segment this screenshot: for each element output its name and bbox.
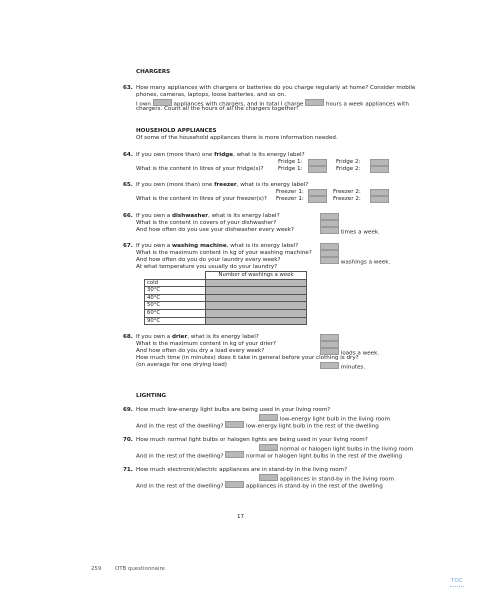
- drying-time-field[interactable]: [320, 362, 339, 369]
- unit-label: times a week.: [340, 229, 380, 236]
- question-text: How much low-energy light bulbs are being used in your living room?: [136, 407, 331, 413]
- freezer-2-label-field[interactable]: [370, 189, 389, 196]
- charge-hours-field[interactable]: [305, 99, 324, 106]
- washing-machine-capacity-field[interactable]: [320, 250, 339, 257]
- question-number: 70.: [123, 437, 133, 443]
- appliance-count-field[interactable]: [153, 99, 172, 106]
- question-text: , what is its energy label?: [233, 152, 305, 158]
- fridge-1-label: Fridge 1:: [278, 166, 303, 172]
- question-text: How much time (in minutes) does it take in general before your clothing is dry?: [136, 355, 359, 361]
- dishwasher-frequency-field[interactable]: [320, 227, 339, 234]
- washings-30-field[interactable]: [206, 287, 307, 295]
- unit-label: loads a week.: [340, 350, 380, 357]
- question-text: , what is its energy label?: [187, 334, 259, 340]
- question-text: appliances with chargers, and in total I charge: [173, 101, 304, 108]
- question-number: 68.: [123, 334, 133, 340]
- question-text: If you own (more than) one: [136, 182, 215, 188]
- question-text: What is the maximum content in kg of your washing machine?: [136, 250, 312, 256]
- question-text: And how often do you use your dishwasher every week?: [136, 227, 294, 233]
- question-keyword: dishwasher: [171, 213, 209, 219]
- temperature-label: 30°C: [145, 287, 206, 295]
- question-number: 65.: [123, 182, 133, 188]
- question-keyword: fridge: [214, 152, 234, 158]
- freezer-1-label: Freezer 1:: [276, 196, 304, 202]
- question-text: hours a week appliances with: [326, 101, 409, 108]
- question-text: chargers. Count all the hours of all the chargers together!: [136, 106, 299, 112]
- table-row: [145, 287, 307, 295]
- freezer-1-content-field[interactable]: [308, 196, 327, 203]
- question-text: If you own a: [136, 243, 172, 249]
- question-number: 64.: [123, 152, 133, 158]
- section-heading-household: HOUSEHOLD APPLIANCES: [136, 128, 217, 134]
- question-69-line3: [136, 421, 379, 430]
- washings-40-field[interactable]: [206, 294, 307, 302]
- table-row: [145, 302, 307, 310]
- washings-cold-field[interactable]: [206, 279, 307, 287]
- question-70-line3: [136, 451, 402, 460]
- standby-rest-field[interactable]: [225, 481, 244, 488]
- question-text: How much electronic/electric appliances are in stand-by in the living room?: [136, 467, 348, 473]
- footer-page-number: 259: [91, 566, 102, 572]
- fridge-1-label: Fridge 1:: [278, 159, 303, 165]
- question-text: And in the rest of the dwelling?: [136, 453, 224, 460]
- question-text: What is the content in covers of your dishwasher?: [136, 220, 277, 226]
- dishwasher-covers-field[interactable]: [320, 220, 339, 227]
- drier-frequency-field[interactable]: [320, 348, 339, 355]
- question-number: 66.: [123, 213, 133, 219]
- question-text: At what temperature you usually do your laundry?: [136, 264, 278, 270]
- freezer-2-label: Freezer 2:: [333, 189, 361, 195]
- fridge-1-content-field[interactable]: [308, 166, 327, 173]
- answer-label: low-energy light bulb in the living room: [279, 416, 390, 423]
- low-energy-rest-field[interactable]: [225, 421, 244, 428]
- answer-label: normal or halogen light bulbs in the living room: [279, 446, 414, 453]
- washing-temperature-table: [144, 271, 307, 325]
- answer-label: low-energy light bulb in the rest of the dwelling: [246, 423, 379, 430]
- question-text: phones, cameras, laptops, loose batteries, and so on.: [136, 92, 287, 98]
- dishwasher-label-field[interactable]: [320, 213, 339, 220]
- fridge-1-label-field[interactable]: [308, 159, 327, 166]
- question-text: , what is its energy label?: [236, 182, 309, 188]
- unit-label: minutes.: [340, 364, 366, 371]
- section-intro: Of some of the household appliances there is more information needed.: [136, 135, 338, 141]
- table-row: [145, 317, 307, 325]
- low-energy-living-room-field[interactable]: [259, 414, 278, 421]
- washings-90-field[interactable]: [206, 317, 307, 325]
- table-row: [145, 294, 307, 302]
- halogen-living-room-field[interactable]: [259, 444, 278, 451]
- question-text: What is the maximum content in kg of your drier?: [136, 341, 276, 347]
- fridge-2-label: Fridge 2:: [336, 159, 361, 165]
- temperature-label: 50°C: [145, 302, 206, 310]
- freezer-2-content-field[interactable]: [370, 196, 389, 203]
- question-number: 67.: [123, 243, 133, 249]
- fridge-2-content-field[interactable]: [370, 166, 389, 173]
- fridge-2-label: Fridge 2:: [336, 166, 361, 172]
- fridge-2-label-field[interactable]: [370, 159, 389, 166]
- table-row: [145, 309, 307, 317]
- question-number: 63.: [123, 85, 133, 91]
- drier-capacity-field[interactable]: [320, 341, 339, 348]
- question-text: What is the content in litres of your freezer(s)?: [136, 196, 267, 202]
- standby-living-room-field[interactable]: [259, 474, 278, 481]
- question-text: , what is its energy label?: [226, 243, 299, 249]
- question-71-line3: [136, 481, 383, 490]
- freezer-1-label: Freezer 1:: [276, 189, 304, 195]
- question-text: How many appliances with chargers or batteries do you charge regularly at home? Consider mobile: [136, 85, 416, 91]
- washings-50-field[interactable]: [206, 302, 307, 310]
- laundry-frequency-field[interactable]: [320, 257, 339, 264]
- question-text: And how often do you dry a load every week?: [136, 348, 265, 354]
- washings-60-field[interactable]: [206, 309, 307, 317]
- page-number: 17: [237, 514, 245, 520]
- toc-underline: [450, 586, 464, 587]
- freezer-2-label: Freezer 2:: [333, 196, 361, 202]
- answer-label: normal or halogen light bulbs in the rest of the dwelling: [246, 453, 403, 460]
- temperature-label: 40°C: [145, 294, 206, 302]
- question-64: [123, 152, 305, 159]
- drier-label-field[interactable]: [320, 334, 339, 341]
- question-71: [123, 467, 347, 474]
- washing-machine-label-field[interactable]: [320, 243, 339, 250]
- question-68: [123, 334, 259, 341]
- temperature-label: 60°C: [145, 309, 206, 317]
- answer-label: appliances in stand-by in the rest of the dwelling: [246, 483, 383, 490]
- question-text: , what is its energy label?: [208, 213, 280, 219]
- question-63: [123, 85, 415, 92]
- question-65: [123, 182, 308, 189]
- temperature-label: cold: [145, 279, 206, 287]
- question-67: [123, 243, 298, 250]
- table-header: Number of washings a week: [206, 272, 307, 280]
- question-69: [123, 407, 330, 414]
- temperature-label: 90°C: [145, 317, 206, 325]
- question-text: (on average for one drying load): [136, 362, 227, 368]
- footer-title: OTB questionnaire: [115, 566, 165, 572]
- toc-link[interactable]: TOC: [451, 578, 463, 584]
- freezer-1-label-field[interactable]: [308, 189, 327, 196]
- question-text: If you own a: [136, 213, 172, 219]
- question-text: And how often do you do your laundry every week?: [136, 257, 281, 263]
- section-heading-lighting: LIGHTING: [136, 393, 167, 399]
- question-number: 71.: [123, 467, 133, 473]
- question-keyword: freezer: [214, 182, 237, 188]
- table-row: [145, 279, 307, 287]
- question-66: [123, 213, 280, 220]
- question-text: And in the rest of the dwelling?: [136, 483, 224, 490]
- unit-label: washings a week.: [340, 259, 391, 266]
- question-text: I own: [136, 101, 151, 108]
- answer-label: appliances in stand-by in the living room: [279, 476, 394, 483]
- question-70: [123, 437, 368, 444]
- question-text: How much normal light bulbs or halogen lights are being used in your living room?: [136, 437, 368, 443]
- question-number: 69.: [123, 407, 133, 413]
- question-text: If you own (more than) one: [136, 152, 215, 158]
- section-heading-chargers: CHARGERS: [136, 69, 171, 75]
- halogen-rest-field[interactable]: [225, 451, 244, 458]
- question-keyword: drier: [171, 334, 188, 340]
- question-keyword: washing machine: [171, 243, 227, 249]
- question-text: What is the content in litres of your fridge(s)?: [136, 166, 264, 172]
- question-text: And in the rest of the dwelling?: [136, 423, 224, 430]
- question-text: If you own a: [136, 334, 172, 340]
